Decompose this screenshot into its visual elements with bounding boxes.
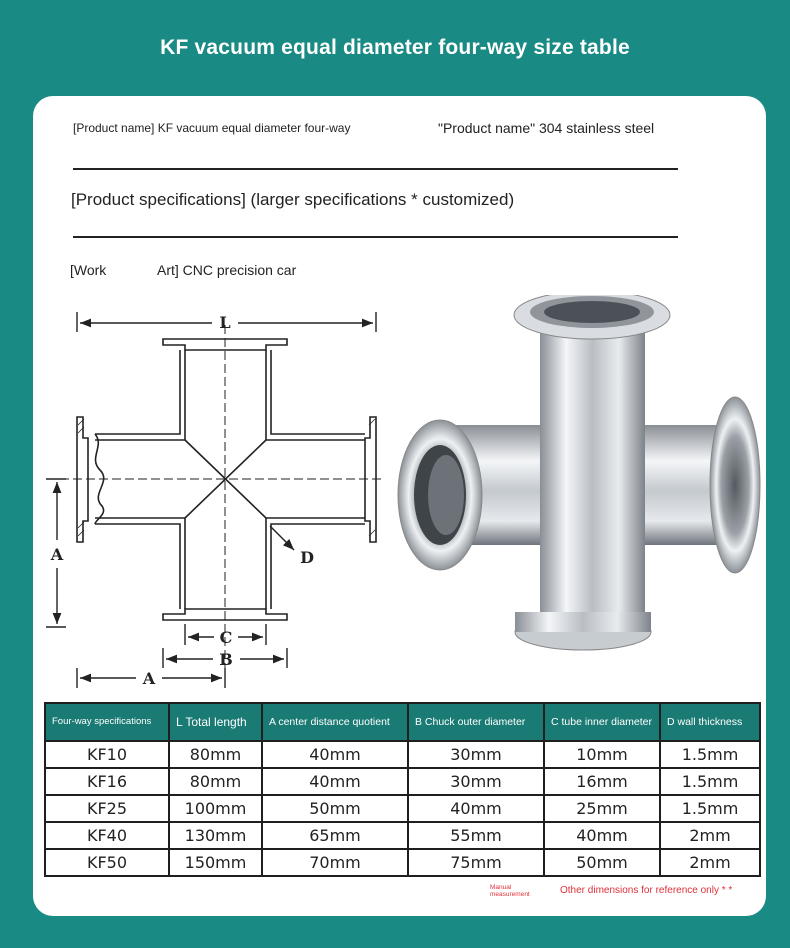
table-cell: 80mm [169,768,262,795]
table-cell: 30mm [408,768,544,795]
size-table [44,702,761,877]
table-cell: 40mm [262,741,408,768]
table-cell: 10mm [544,741,660,768]
table-row [45,768,760,795]
table-cell: 150mm [169,849,262,876]
work-value: Art] CNC precision car [157,262,297,278]
table-cell: 1.5mm [660,741,760,768]
table-cell: KF16 [45,768,169,795]
table-cell: 55mm [408,822,544,849]
table-cell: 30mm [408,741,544,768]
reference-note: Other dimensions for reference only * * [560,885,733,896]
table-cell: 1.5mm [660,768,760,795]
header-total-length: L Total length [169,703,262,741]
header-chuck-outer-diameter: B Chuck outer diameter [408,703,544,741]
page-title: KF vacuum equal diameter four-way size table [160,36,630,59]
table-cell: 50mm [262,795,408,822]
table-cell: 100mm [169,795,262,822]
manual-measurement-note: Manual measurement [490,884,530,898]
work-label: [Work [70,262,107,278]
header-center-distance: A center distance quotient [262,703,408,741]
table-cell: 16mm [544,768,660,795]
dim-label-A-vertical: A [50,545,64,564]
table-row [45,822,760,849]
product-photo [395,295,775,660]
product-name-text: [Product name] KF vacuum equal diameter four-way [73,121,351,135]
table-cell: KF25 [45,795,169,822]
table-cell: 1.5mm [660,795,760,822]
table-cell: 2mm [660,822,760,849]
dim-label-D: D [300,548,314,567]
table-cell: KF50 [45,849,169,876]
table-cell: 80mm [169,741,262,768]
dim-label-A-horizontal: A [142,669,156,688]
header-wall-thickness: D wall thickness [660,703,760,741]
table-cell: KF40 [45,822,169,849]
material-text: "Product name" 304 stainless steel [438,120,655,136]
table-cell: 25mm [544,795,660,822]
table-row [45,741,760,768]
table-cell: 40mm [408,795,544,822]
table-cell: KF10 [45,741,169,768]
table-row [45,849,760,876]
table-cell: 70mm [262,849,408,876]
dim-label-B: B [219,650,233,669]
table-cell: 40mm [262,768,408,795]
header-specifications: Four-way specifications [45,703,169,741]
technical-drawing [40,305,390,700]
dim-label-L: L [219,313,231,332]
dim-label-C: C [219,628,233,647]
table-cell: 130mm [169,822,262,849]
table-header-row [45,703,760,741]
table-cell: 75mm [408,849,544,876]
specifications-text: [Product specifications] (larger specifications * customized) [71,190,515,209]
divider-2 [73,236,678,238]
table-cell: 50mm [544,849,660,876]
table-cell: 40mm [544,822,660,849]
header-tube-inner-diameter: C tube inner diameter [544,703,660,741]
vertical-tube [540,315,645,635]
table-cell: 65mm [262,822,408,849]
table-row [45,795,760,822]
table-cell: 2mm [660,849,760,876]
divider-1 [73,168,678,170]
